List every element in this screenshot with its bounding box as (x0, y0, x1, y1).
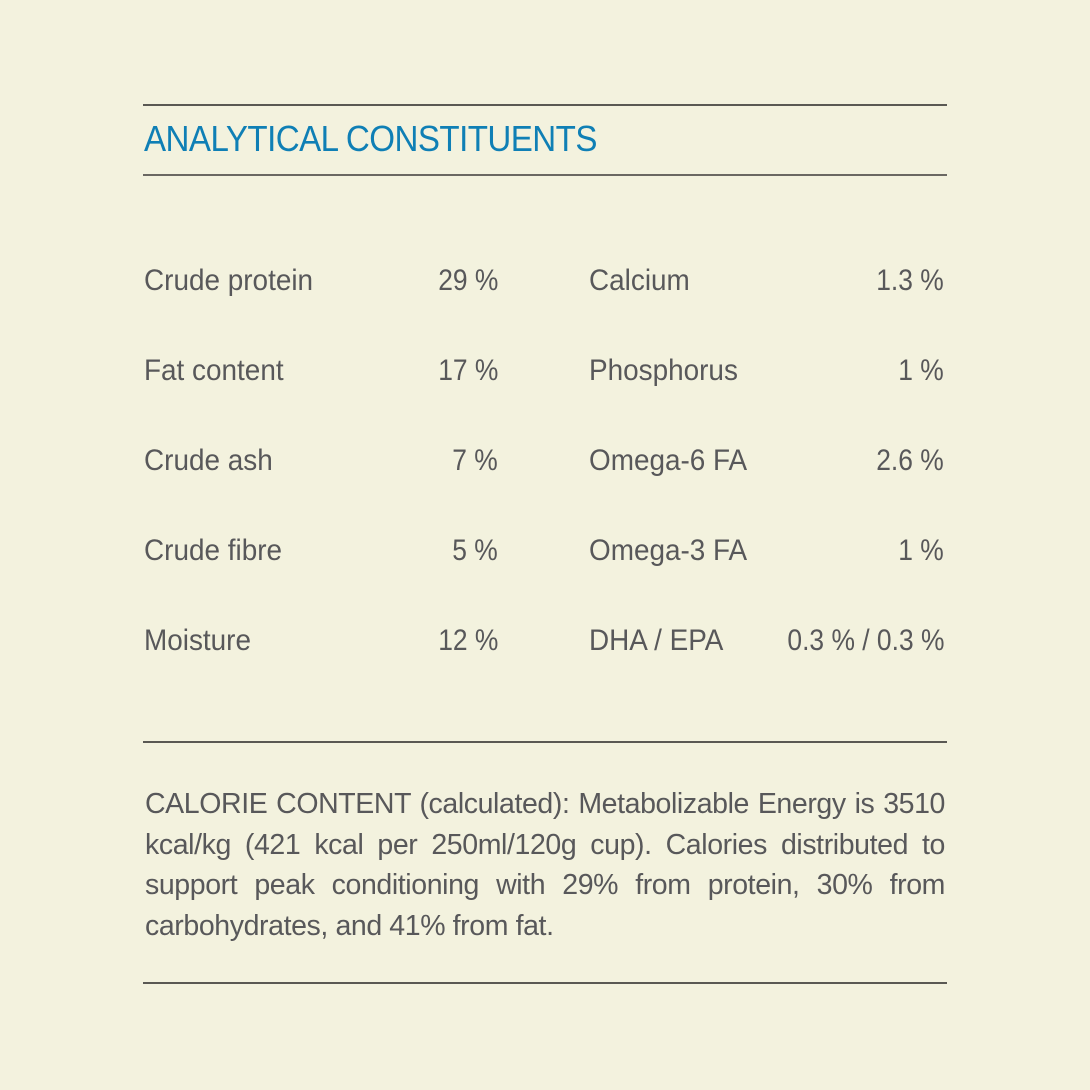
constituent-row (589, 528, 944, 618)
constituent-value: 5 % (452, 534, 498, 567)
constituents-right-column (589, 258, 944, 708)
constituent-value: 12 % (437, 624, 498, 657)
title-underline (143, 174, 947, 176)
constituent-label: Crude protein (144, 264, 314, 297)
calorie-top-divider (143, 741, 947, 743)
constituent-value: 0.3 % / 0.3 % (786, 624, 944, 657)
constituent-label: Omega-6 FA (589, 444, 748, 477)
constituent-row (144, 438, 498, 528)
constituent-label: DHA / EPA (589, 624, 724, 657)
top-divider (143, 104, 947, 106)
constituent-row (144, 258, 498, 348)
constituent-row (589, 348, 944, 438)
section-title: ANALYTICAL CONSTITUENTS (144, 118, 597, 159)
constituent-label: Fat content (144, 354, 284, 387)
constituent-row (144, 348, 498, 438)
constituent-row (144, 528, 498, 618)
constituent-label: Moisture (144, 624, 251, 657)
bottom-divider (143, 982, 947, 984)
constituent-value: 1.3 % (876, 264, 944, 297)
constituent-label: Phosphorus (589, 354, 738, 387)
constituent-label: Crude ash (144, 444, 273, 477)
constituent-row (589, 438, 944, 528)
constituent-value: 2.6 % (876, 444, 944, 477)
constituents-left-column (144, 258, 498, 708)
constituent-label: Calcium (589, 264, 690, 297)
constituent-value: 1 % (898, 534, 944, 567)
constituent-value: 1 % (898, 354, 944, 387)
constituent-value: 17 % (437, 354, 498, 387)
constituent-row (589, 258, 944, 348)
constituent-label: Crude fibre (144, 534, 283, 567)
constituent-label: Omega-3 FA (589, 534, 748, 567)
constituent-row (589, 618, 944, 708)
constituent-row (144, 618, 498, 708)
calorie-content-paragraph: CALORIE CONTENT (calculated): Metabolizable Energy is 3510 kcal/kg (421 kcal per 250ml/120g cup). Calories distributed to support peak conditioning with 29% from protein, 30% from carbohydrates, and 41% from fat. (145, 788, 945, 942)
constituent-value: 29 % (437, 264, 498, 297)
constituent-value: 7 % (452, 444, 498, 477)
